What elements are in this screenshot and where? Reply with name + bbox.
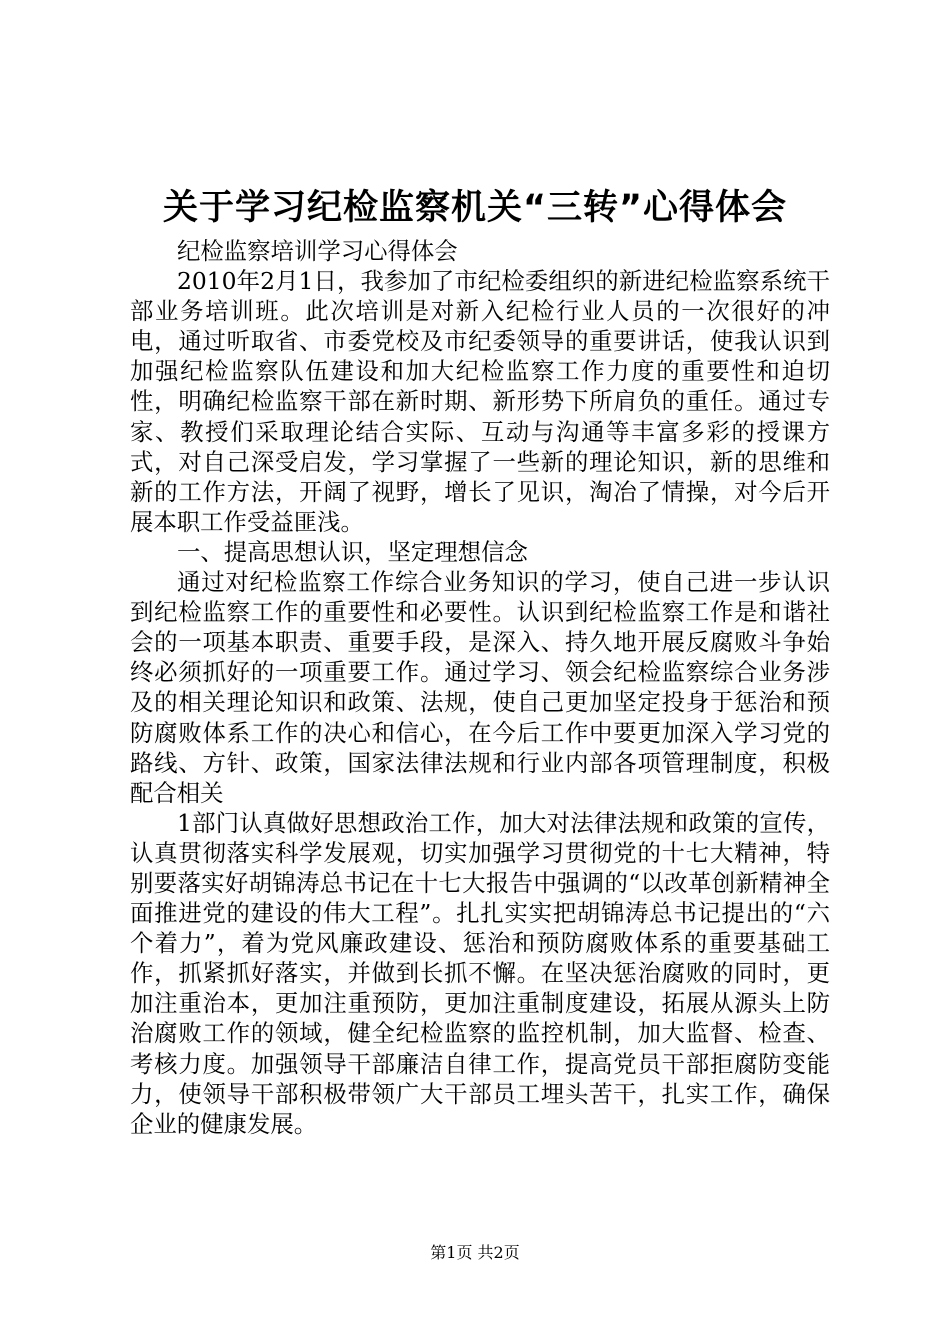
section-paragraph: 通过对纪检监察工作综合业务知识的学习，使自己进一步认识到纪检监察工作的重要性和必要性。认识到纪检监察工作是和谐社会的一项基本职责、重要手段，是深入、持久地开展反腐败斗争始终必须抓好的一项重要工作。通过学习、领会纪检监察综合业务涉及的相关理论知识和政策、法规，使自己更加坚定投身于惩治和预防腐败体系工作的决心和信心，在今后工作中要更加深入学习党的路线、方针、政策，国家法律法规和行业内部各项管理制度，积极配合相关 bbox=[130, 568, 830, 807]
page-number: 第1页 共2页 bbox=[430, 1243, 520, 1262]
section-heading: 一、提高思想认识，坚定理想信念 bbox=[177, 537, 528, 566]
document-title: 关于学习纪检监察机关“三转”心得体会 bbox=[162, 188, 787, 228]
subtitle-paragraph: 纪检监察培训学习心得体会 bbox=[177, 237, 458, 265]
intro-paragraph: 2010年2月1日，我参加了市纪检委组织的新进纪检监察系统干部业务培训班。此次培训是对新入纪检行业人员的一次很好的冲电，通过听取省、市委党校及市纪委领导的重要讲话，使我认识到加强纪检监察队伍建设和加大纪检监察工作力度的重要性和迫切性，明确纪检监察干部在新时期、新形势下所肩负的重任。通过专家、教授们采取理论结合实际、互动与沟通等丰富多彩的授课方式，对自己深受启发，学习掌握了一些新的理论知识，新的思维和新的工作方法，开阔了视野，增长了见识，淘冶了情操，对今后开展本职工作受益匪浅。 bbox=[130, 267, 830, 536]
document-body bbox=[130, 236, 830, 1139]
continuation-paragraph: 1部门认真做好思想政治工作，加大对法律法规和政策的宣传，认真贯彻落实科学发展观，切实加强学习贯彻党的十七大精神，特别要落实好胡锦涛总书记在十七大报告中强调的“以改革创新精神全面推进党的建设的伟大工程”。扎扎实实把胡锦涛总书记提出的“六个着力”，着为党风廉政建设、惩治和预防腐败体系的重要基础工作，抓紧抓好落实，并做到长抓不懈。在坚决惩治腐败的同时，更加注重治本，更加注重预防，更加注重制度建设，拓展从源头上防治腐败工作的领域，健全纪检监察的监控机制，加大监督、检查、考核力度。加强领导干部廉洁自律工作，提高党员干部拒腐防变能力，使领导干部积极带领广大干部员工埋头苦干，扎实工作，确保企业的健康发展。 bbox=[130, 808, 830, 1138]
